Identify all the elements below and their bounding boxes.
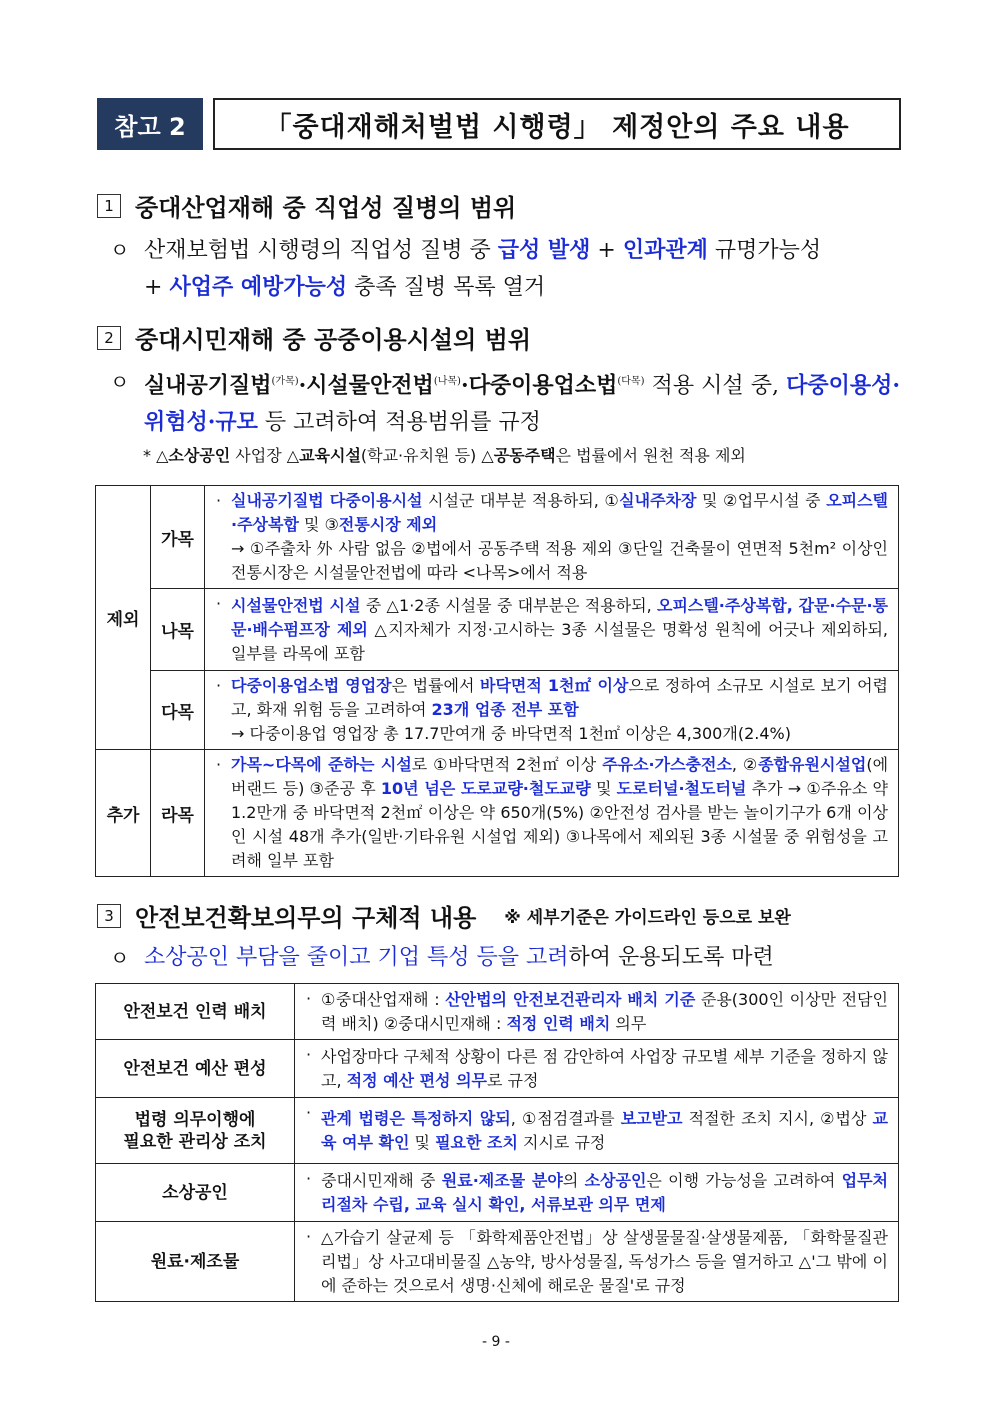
row-content: · △가습기 살균제 등 「화학제품안전법」상 살생물물질·살생물제품, 「화학물질관리법」상 사고대비물질 △농약, 방사성물질, 독성가스 등을 열거하고 △'그 밖에 이에 준하는 것으로서 생명·신체에 해로운 물질'로 규정 [295,1222,899,1302]
category-add: 추가 [96,750,151,877]
bullet-public-facilities: ㅇ 실내공기질법$^{(가목)}$·시설물안전법$^{(나목)}$·다중이용업소법$^{(다목)}$ 적용 시설 중, 다중이용성·위험성·규모 등 고려하여 적용범위를 규정 [110,364,900,441]
section-title: 안전보건확보의무의 구체적 내용 [135,904,477,932]
row-label-da: 다목 [151,671,205,750]
table-row [96,486,899,589]
table-row [96,1222,899,1302]
table-row [96,671,899,750]
row-content-ra: · 가목~다목에 준하는 시설로 ①바닥면적 2천㎡ 이상 주유소·가스충전소, ②종합유원시설업(에버랜드 등) ③준공 후 10년 넘은 도로교량·철도교량 및 도로터널·철도터널 추가 → ①주유소 약 1.2만개 중 바닥면적 2천㎡ 이상은 약 650개(5%) ②안전성 검사를 받는 놀이기구가 6개 이상인 시설 48개 추가(일반·기타유원 시설업 제외) ③나목에서 제외된 3종 시설물 중 위험성을 고려해 일부 포함 [205,750,899,877]
row-content: · 관계 법령은 특정하지 않되, ①점검결과를 보고받고 적절한 조치 지시, ②법상 교육 여부 확인 및 필요한 조치 지시로 규정 [295,1098,899,1164]
exclusion-note: * △소상공인 사업장 △교육시설(학교·유치원 등) △공동주택은 법률에서 원천 적용 제외 [143,446,746,465]
row-content-na: · 시설물안전법 시설 중 △1·2종 시설물 중 대부분은 적용하되, 오피스텔·주상복합, 갑문·수문·통문·배수펌프장 제외 △지자체가 지정·고시하는 3종 시설물은 명확성 원칙에 어긋나 제외하되, 일부를 라목에 포함 [205,589,899,671]
facility-scope-table [95,485,899,877]
section-title: 중대산업재해 중 직업성 질병의 범위 [135,194,517,222]
section-1-heading [97,188,516,223]
page-title: 「중대재해처벌법 시행령」 제정안의 주요 내용 [213,98,901,150]
row-label: 법령 의무이행에 필요한 관리상 조치 [96,1098,295,1164]
row-content: · 중대시민재해 중 원료·제조물 분야의 소상공인은 이행 가능성을 고려하여 업무처리절차 수립, 교육 실시 확인, 서류보관 의무 면제 [295,1164,899,1222]
table-row [96,1040,899,1098]
bullet-small-business: ㅇ 소상공인 부담을 줄이고 기업 특성 등을 고려하여 운용되도록 마련 [110,940,900,976]
section-3-heading [97,898,791,933]
row-label-ra: 라목 [151,750,205,877]
row-label: 안전보건 인력 배치 [96,984,295,1040]
reference-tag: 참고 2 [97,98,203,150]
section-number: 3 [97,904,121,928]
bullet-occupational-disease: ㅇ 산재보험법 시행령의 직업성 질병 중 급성 발생 + 인과관계 규명가능성 + 사업주 예방가능성 충족 질병 목록 열거 [110,232,900,306]
section-note: ※ 세부기준은 가이드라인 등으로 보완 [504,908,791,928]
table-row [96,1098,899,1164]
page-number: - 9 - [482,1334,510,1350]
bullet-mark: ㅇ [110,238,130,262]
table-row [96,589,899,671]
row-content: · ①중대산업재해 : 산안법의 안전보건관리자 배치 기준 준용(300인 이상만 전담인력 배치) ②중대시민재해 : 적정 인력 배치 의무 [295,984,899,1040]
section-2-heading [97,320,531,355]
safety-duty-table [95,983,899,1302]
bullet-mark: ㅇ [110,370,130,394]
row-label-ga: 가목 [151,486,205,589]
table-row [96,750,899,877]
row-label: 소상공인 [96,1164,295,1222]
row-label-na: 나목 [151,589,205,671]
section-number: 2 [97,326,121,350]
bullet-mark: ㅇ [110,946,130,970]
row-label: 안전보건 예산 편성 [96,1040,295,1098]
page-header [97,98,901,150]
row-content: · 사업장마다 구체적 상황이 다른 점 감안하여 사업장 규모별 세부 기준을 정하지 않고, 적정 예산 편성 의무로 규정 [295,1040,899,1098]
section-number: 1 [97,194,121,218]
row-label: 원료·제조물 [96,1222,295,1302]
table-row [96,984,899,1040]
row-content-ga: · 실내공기질법 다중이용시설 시설군 대부분 적용하되, ①실내주차장 및 ②업무시설 중 오피스텔·주상복합 및 ③전통시장 제외 → ①주출차 外 사람 없음 ②법에서 공동주택 적용 제외 ③단일 건축물이 연면적 5천m² 이상인 전통시장은 시설물안전법에 따라 <나목>에서 적용 [205,486,899,589]
table-row [96,1164,899,1222]
row-content-da: · 다중이용업소법 영업장은 법률에서 바닥면적 1천㎡ 이상으로 정하여 소규모 시설로 보기 어렵고, 화재 위험 등을 고려하여 23개 업종 전부 포함 → 다중이용업 영업장 총 17.7만여개 중 바닥면적 1천㎡ 이상은 4,300개(2.4%) [205,671,899,750]
section-title: 중대시민재해 중 공중이용시설의 범위 [135,326,532,354]
category-exclude: 제외 [96,486,151,750]
